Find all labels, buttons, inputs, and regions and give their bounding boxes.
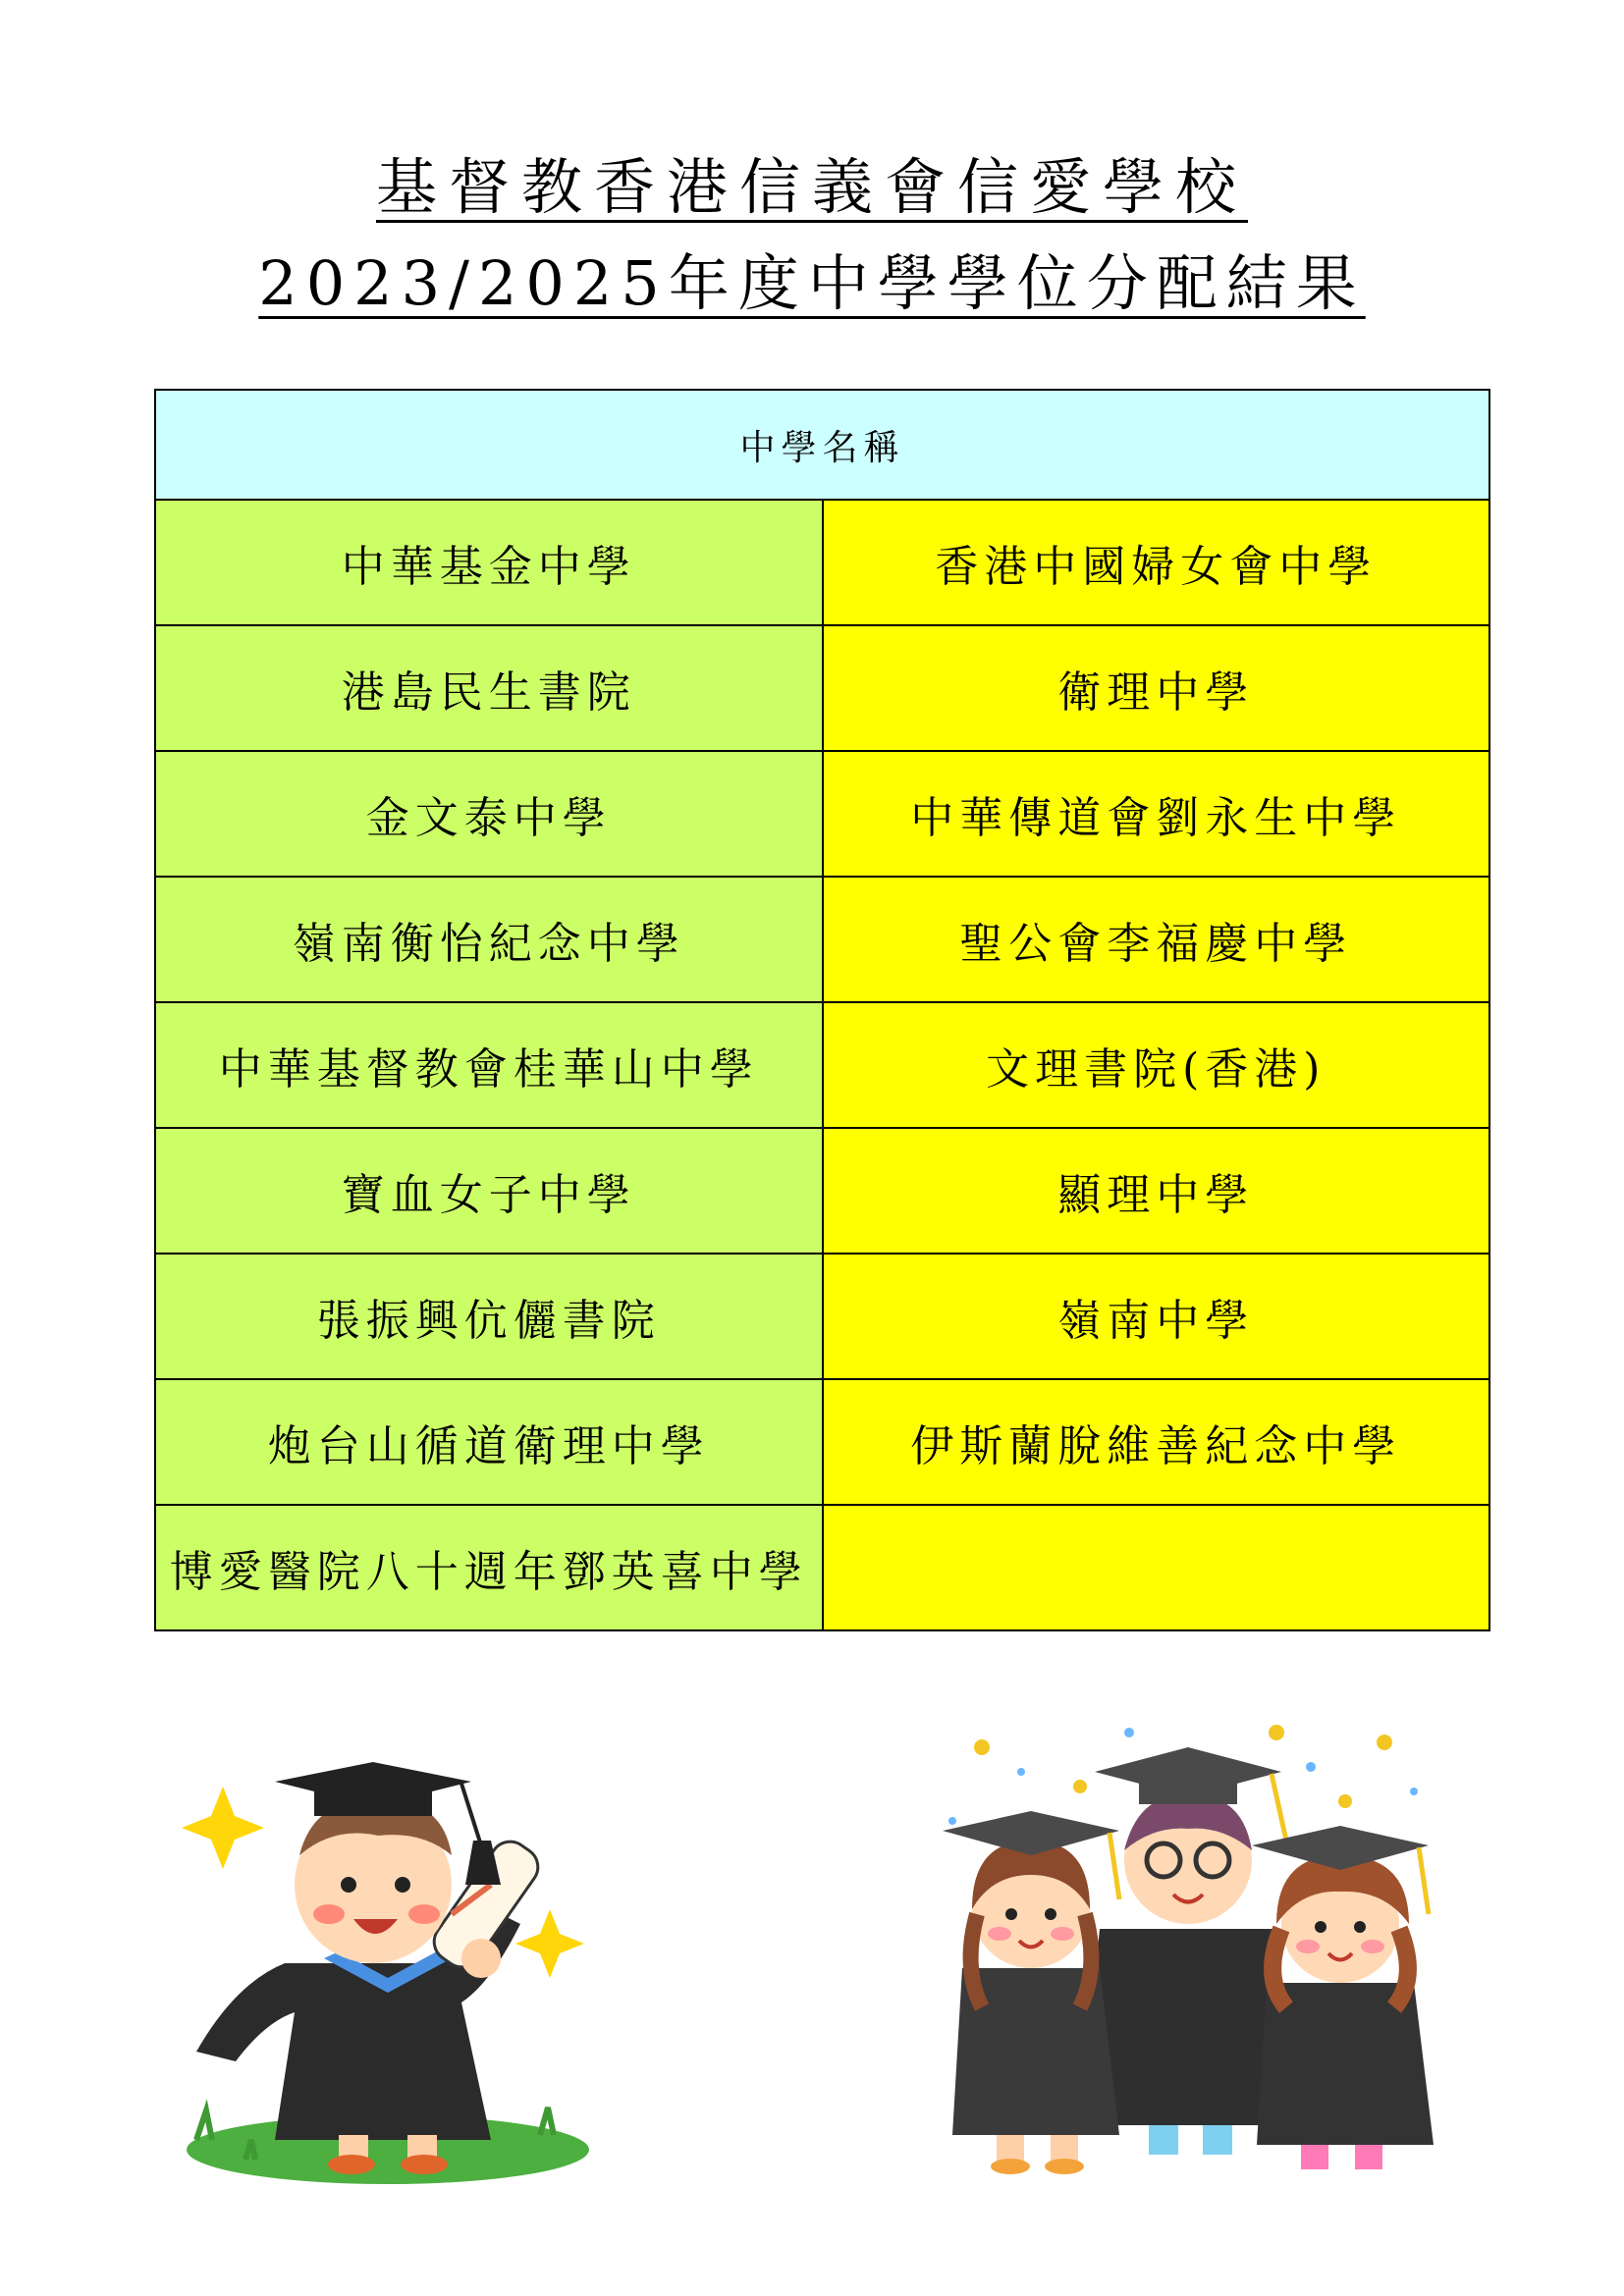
table-header-cell: 中學名稱 [155, 390, 1489, 500]
three-graduates-illustration [923, 1713, 1453, 2184]
school-cell: 衛理中學 [823, 625, 1490, 751]
school-allocation-table [154, 389, 1490, 1631]
school-cell: 嶺南中學 [823, 1254, 1490, 1379]
school-cell: 伊斯蘭脫維善紀念中學 [823, 1379, 1490, 1505]
allocation-result-text: 2023/2025年度中學學位分配結果 [258, 247, 1366, 319]
table-row [155, 625, 1489, 751]
school-cell: 張振興伉儷書院 [155, 1254, 823, 1379]
table-row [155, 1128, 1489, 1254]
table-row [155, 877, 1489, 1002]
school-cell: 嶺南衡怡紀念中學 [155, 877, 823, 1002]
school-cell [823, 1505, 1490, 1630]
school-cell: 炮台山循道衛理中學 [155, 1379, 823, 1505]
graduate-boy-illustration [167, 1728, 619, 2189]
school-cell: 博愛醫院八十週年鄧英喜中學 [155, 1505, 823, 1630]
table-row [155, 751, 1489, 877]
school-name-title [0, 151, 1624, 223]
allocation-result-title [0, 247, 1624, 319]
table-row [155, 1379, 1489, 1505]
school-cell: 中華傳道會劉永生中學 [823, 751, 1490, 877]
school-name-text: 基督教香港信義會信愛學校 [375, 151, 1248, 223]
school-cell: 中華基金中學 [155, 500, 823, 625]
school-cell: 文理書院(香港) [823, 1002, 1490, 1128]
school-cell: 寶血女子中學 [155, 1128, 823, 1254]
school-cell: 聖公會李福慶中學 [823, 877, 1490, 1002]
table-row [155, 500, 1489, 625]
school-cell: 金文泰中學 [155, 751, 823, 877]
table-row [155, 1254, 1489, 1379]
table-row [155, 1002, 1489, 1128]
school-cell: 顯理中學 [823, 1128, 1490, 1254]
school-cell: 香港中國婦女會中學 [823, 500, 1490, 625]
school-cell: 中華基督教會桂華山中學 [155, 1002, 823, 1128]
table-row [155, 1505, 1489, 1630]
table-header-row [155, 390, 1489, 500]
school-cell: 港島民生書院 [155, 625, 823, 751]
